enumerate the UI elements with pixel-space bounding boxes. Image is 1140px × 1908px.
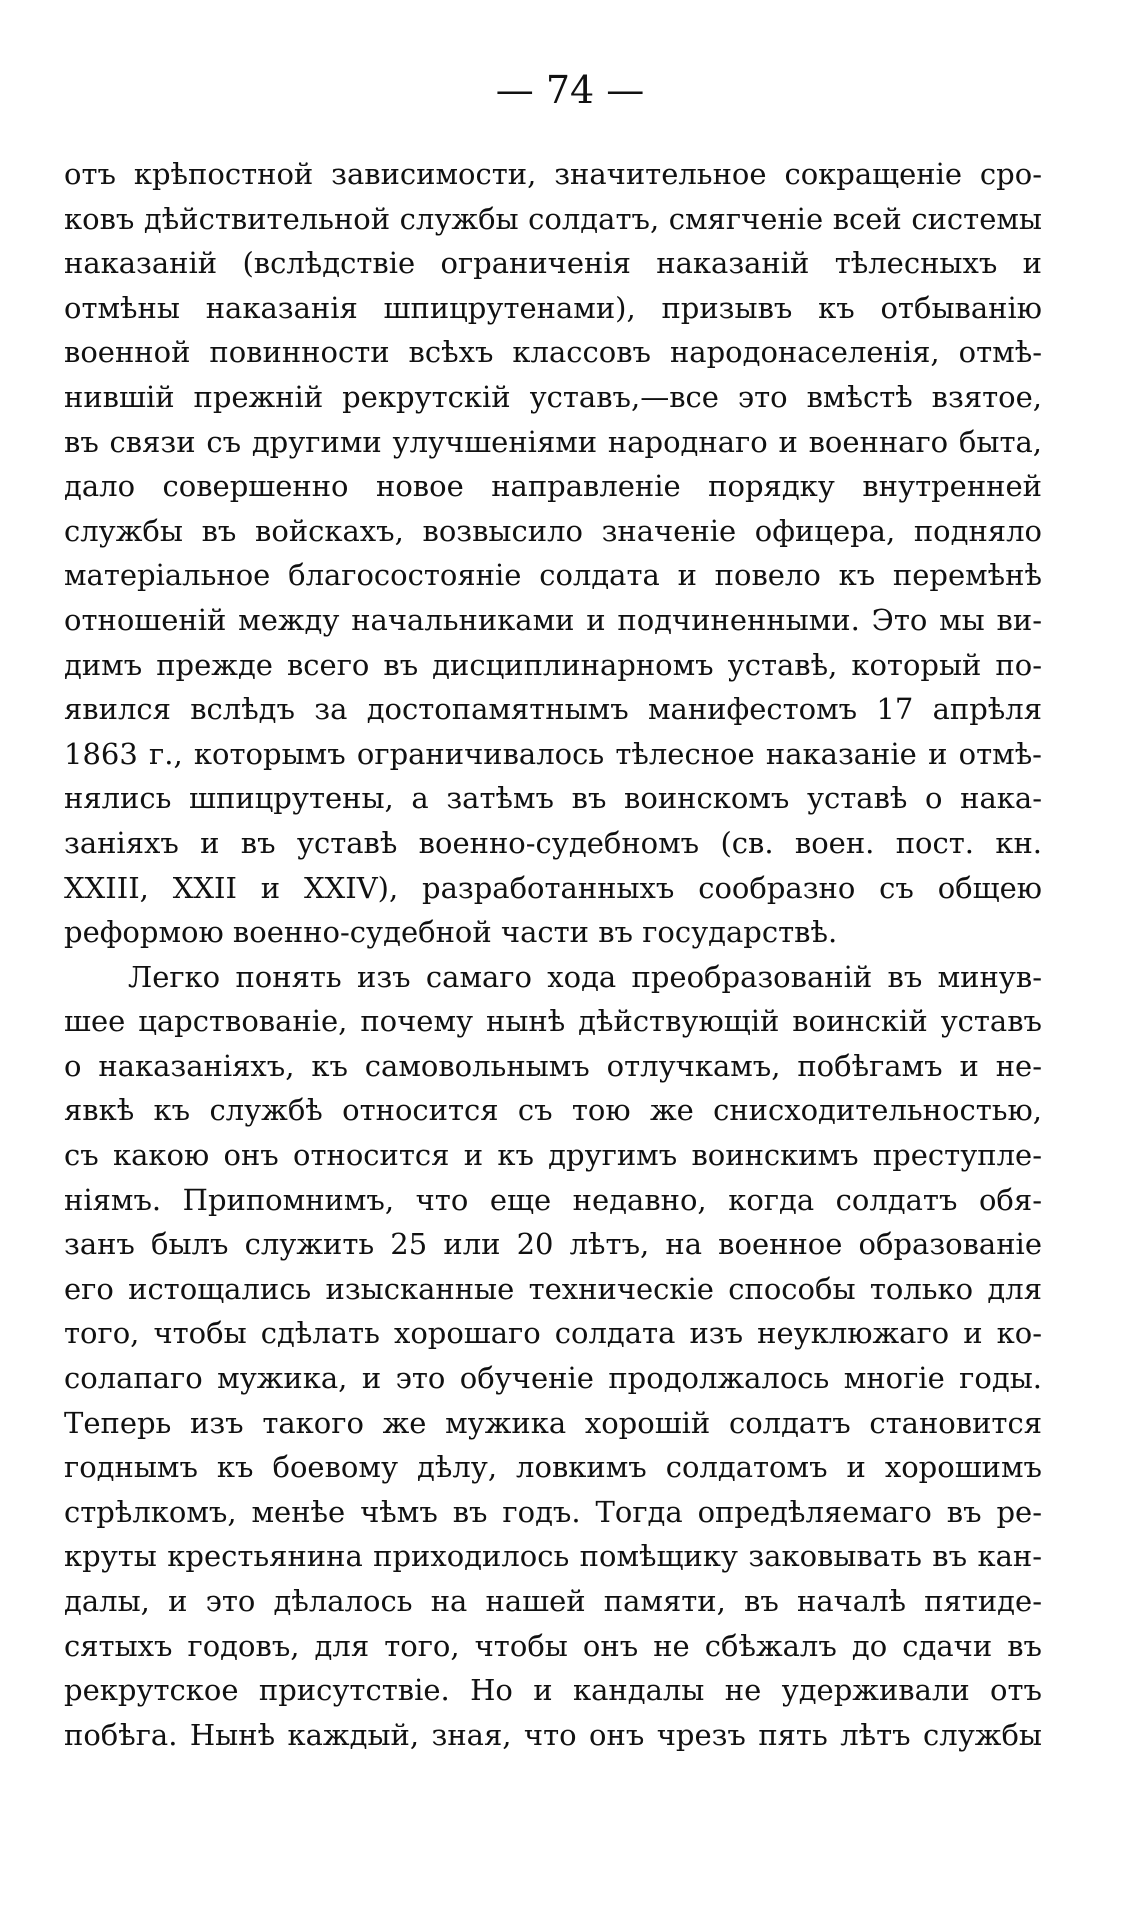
text-line: реформою военно-судебной части въ государствѣ. [64, 915, 838, 950]
paragraph-2 [64, 955, 1042, 1758]
text-line: ковъ дѣйствительной службы солдатъ, смягченіе всей системы [64, 201, 1042, 236]
page-number: — 74 — [495, 68, 645, 112]
text-line: наказаній (вслѣдствіе ограниченія наказаній тѣлесныхъ и [64, 246, 1042, 281]
text-line: стрѣлкомъ, менѣе чѣмъ въ годъ. Тогда опредѣляемаго въ ре- [64, 1494, 1042, 1529]
text-line: въ связи съ другими улучшеніями народнаго и военнаго быта, [64, 424, 1042, 459]
text-line: его истощались изысканные техническіе способы только для [64, 1271, 1042, 1306]
text-line: заніяхъ и въ уставѣ военно-судебномъ (св. воен. пост. кн. [64, 825, 1042, 860]
text-line: занъ былъ служить 25 или 20 лѣтъ, на военное образованіе [64, 1227, 1042, 1262]
text-line: годнымъ къ боевому дѣлу, ловкимъ солдатомъ и хорошимъ [64, 1450, 1042, 1485]
text-line: побѣга. Нынѣ каждый, зная, что онъ чрезъ пять лѣтъ службы [64, 1717, 1042, 1752]
text-line: службы въ войскахъ, возвысило значеніе офицера, подняло [64, 513, 1042, 548]
text-line: XXIII, XXII и XXIV), разработанныхъ сообразно съ общею [64, 870, 1042, 905]
text-line: сятыхъ годовъ, для того, чтобы онъ не сбѣжалъ до сдачи въ [64, 1628, 1042, 1663]
text-line: рекрутское присутствіе. Но и кандалы не удерживали отъ [64, 1673, 1042, 1708]
text-line: о наказаніяхъ, къ самовольнымъ отлучкамъ, побѣгамъ и не- [64, 1048, 1042, 1083]
text-line: матеріальное благосостояніе солдата и повело къ перемѣнѣ [64, 558, 1042, 593]
text-line: Теперь изъ такого же мужика хорошій солдатъ становится [64, 1405, 1042, 1440]
text-line: отъ крѣпостной зависимости, значительное сокращеніе сро- [64, 157, 1042, 191]
text-line: ніямъ. Припомнимъ, что еще недавно, когда солдатъ обя- [64, 1182, 1042, 1217]
text-line: 1863 г., которымъ ограничивалось тѣлесное наказаніе и отмѣ- [64, 736, 1042, 771]
text-line: явился вслѣдъ за достопамятнымъ манифестомъ 17 апрѣля [64, 692, 1042, 727]
text-line: нялись шпицрутены, а затѣмъ въ воинскомъ уставѣ о нака- [64, 781, 1042, 816]
text-line: военной повинности всѣхъ классовъ народонаселенія, отмѣ- [64, 335, 1042, 370]
text-line: Легко понять изъ самаго хода преобразованій въ минув- [128, 959, 1042, 994]
text-line: круты крестьянина приходилось помѣщику заковывать въ кан- [64, 1539, 1042, 1574]
text-line: солапаго мужика, и это обученіе продолжалось многіе годы. [64, 1361, 1042, 1396]
text-line: дало совершенно новое направленіе порядку внутренней [64, 469, 1042, 504]
text-line: съ какою онъ относится и къ другимъ воинскимъ преступле- [64, 1138, 1042, 1173]
text-line: того, чтобы сдѣлать хорошаго солдата изъ неуклюжаго и ко- [64, 1316, 1042, 1351]
text-line: нившій прежній рекрутскій уставъ,—все это вмѣстѣ взятое, [64, 379, 1042, 414]
text-line: димъ прежде всего въ дисциплинарномъ уставѣ, который по- [64, 647, 1042, 682]
text-line: шее царствованіе, почему нынѣ дѣйствующій воинскій уставъ [64, 1004, 1042, 1039]
paragraph-1 [64, 152, 1042, 955]
text-line: далы, и это дѣлалось на нашей памяти, въ началѣ пятиде- [64, 1584, 1042, 1618]
text-line: отношеній между начальниками и подчиненными. Это мы ви- [64, 602, 1042, 637]
body-text [64, 152, 1042, 1757]
text-line: явкѣ къ службѣ относится съ тою же снисходительностью, [64, 1093, 1042, 1128]
text-line: отмѣны наказанія шпицрутенами), призывъ къ отбыванію [64, 290, 1042, 325]
